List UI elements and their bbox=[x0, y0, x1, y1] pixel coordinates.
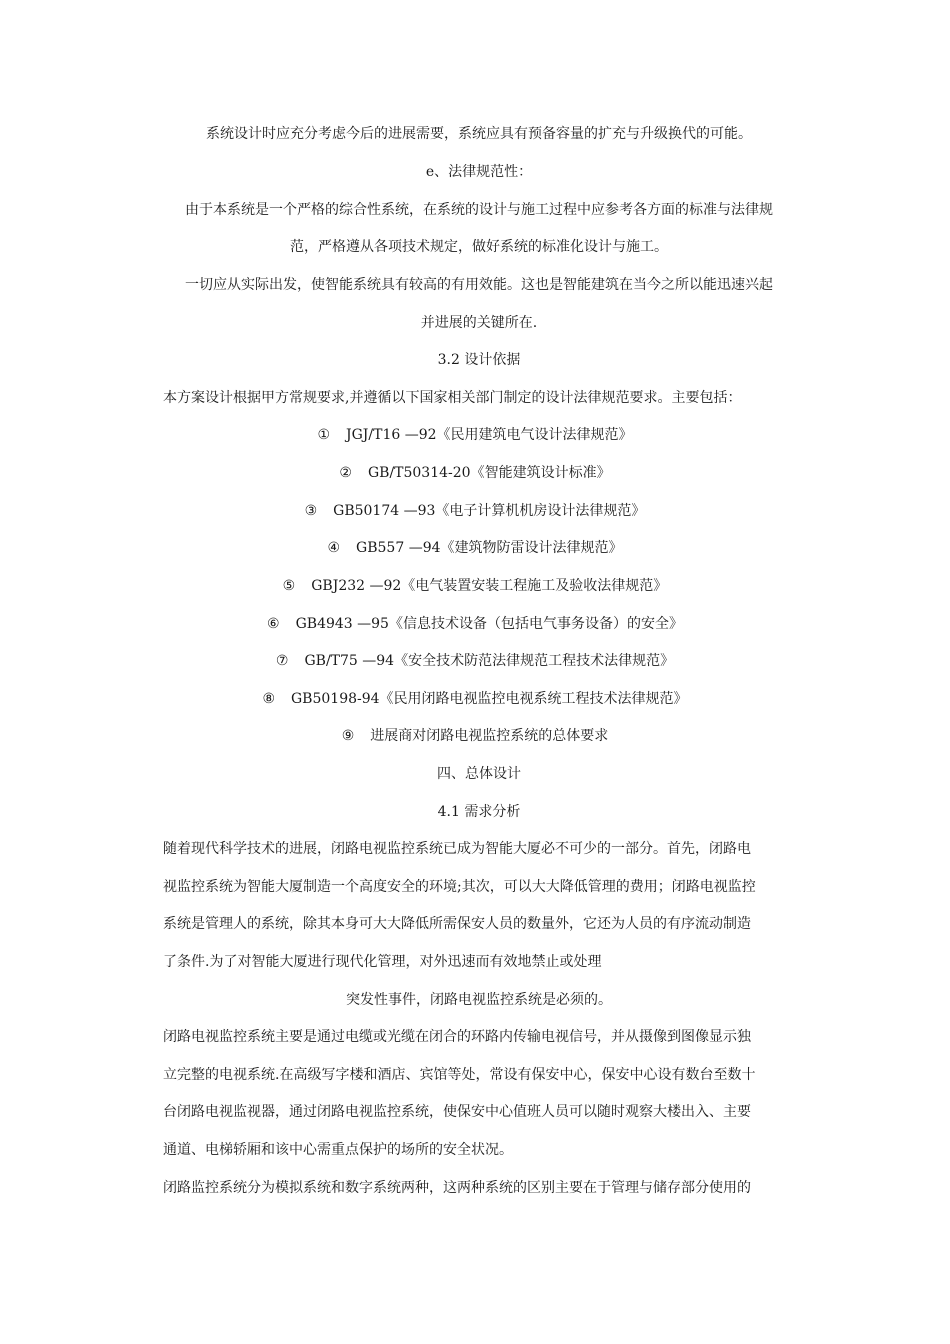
paragraph-text: 视监控系统为智能大厦制造一个高度安全的环境;其次，可以大大降低管理的费用；闭路电视监控 bbox=[163, 879, 756, 895]
reference-text: GB557 —94《建筑物防雷设计法律规范》 bbox=[356, 540, 623, 556]
section-heading-4-1: 4.1 需求分析 bbox=[437, 804, 521, 820]
paragraph-text: 范，严格遵从各项技术规定，做好系统的标准化设计与施工。 bbox=[290, 239, 668, 255]
reference-item bbox=[0, 723, 950, 749]
reference-item bbox=[0, 498, 950, 524]
paragraph-text: 了条件.为了对智能大厦进行现代化管理，对外迅速而有效地禁止或处理 bbox=[163, 954, 602, 970]
paragraph-text: 随着现代科学技术的进展，闭路电视监控系统已成为智能大厦必不可少的一部分。首先，闭路电 bbox=[163, 841, 751, 857]
reference-text: GB/T50314-20《智能建筑设计标准》 bbox=[367, 465, 611, 481]
reference-item bbox=[0, 686, 950, 712]
paragraph-text: 并进展的关键所在. bbox=[420, 315, 538, 331]
section-heading-3-2: 3.2 设计依据 bbox=[437, 352, 521, 368]
paragraph-text: 一切应从实际出发，使智能系统具有较高的有用效能。这也是智能建筑在当今之所以能迅速兴起 bbox=[185, 277, 773, 293]
reference-text: 进展商对闭路电视监控系统的总体要求 bbox=[370, 728, 609, 744]
reference-text: GB50198-94《民用闭路电视监控电视系统工程技术法律规范》 bbox=[291, 691, 688, 707]
reference-item bbox=[0, 573, 950, 599]
reference-number: ⑨ bbox=[341, 728, 355, 744]
paragraph-text: 突发性事件，闭路电视监控系统是必须的。 bbox=[346, 992, 612, 1008]
paragraph-text: 本方案设计根据甲方常规要求,并遵循以下国家相关部门制定的设计法律规范要求。主要包括： bbox=[163, 390, 742, 406]
reference-number: ③ bbox=[304, 503, 318, 519]
chapter-heading: 四、总体设计 bbox=[437, 766, 521, 782]
reference-item bbox=[0, 422, 950, 448]
reference-number: ⑥ bbox=[267, 616, 280, 632]
reference-number: ① bbox=[317, 427, 330, 443]
reference-item bbox=[0, 611, 950, 637]
paragraph-text: 系统是管理人的系统，除其本身可大大降低所需保安人员的数量外，它还为人员的有序流动制造 bbox=[163, 916, 751, 932]
reference-text: JGJ/T16 —92《民用建筑电气设计法律规范》 bbox=[346, 427, 633, 443]
paragraph-text: 闭路电视监控系统主要是通过电缆或光缆在闭合的环路内传输电视信号，并从摄像到图像显示独 bbox=[163, 1029, 751, 1045]
reference-number: ⑧ bbox=[262, 691, 275, 707]
paragraph-text: 通道、电梯轿厢和该中心需重点保护的场所的安全状况。 bbox=[163, 1142, 513, 1158]
paragraph-text: 闭路监控系统分为模拟系统和数字系统两种，这两种系统的区别主要在于管理与储存部分使用的 bbox=[163, 1180, 751, 1196]
reference-text: GBJ232 —92《电气装置安装工程施工及验收法律规范》 bbox=[311, 578, 668, 594]
reference-item bbox=[0, 648, 950, 674]
paragraph-text: 由于本系统是一个严格的综合性系统，在系统的设计与施工过程中应参考各方面的标准与法律规 bbox=[185, 202, 773, 218]
reference-text: GB4943 —95《信息技术设备（包括电气事务设备）的安全》 bbox=[295, 616, 683, 632]
reference-number: ⑦ bbox=[275, 653, 289, 669]
paragraph-text: 立完整的电视系统.在高级写字楼和酒店、宾馆等处，常设有保安中心，保安中心设有数台至数十 bbox=[163, 1067, 756, 1083]
reference-text: GB50174 —93《电子计算机机房设计法律规范》 bbox=[333, 503, 646, 519]
reference-item bbox=[0, 535, 950, 561]
subheading-legal-compliance: e、法律规范性： bbox=[425, 164, 533, 180]
reference-item bbox=[0, 460, 950, 486]
reference-number: ⑤ bbox=[282, 578, 296, 594]
reference-number: ② bbox=[339, 465, 352, 481]
paragraph-text: 台闭路电视监视器，通过闭路电视监控系统，使保安中心值班人员可以随时观察大楼出入、主要 bbox=[163, 1104, 751, 1120]
paragraph-text: 系统设计时应充分考虑今后的进展需要，系统应具有预备容量的扩充与升级换代的可能。 bbox=[206, 126, 752, 142]
reference-number: ④ bbox=[327, 540, 341, 556]
reference-text: GB/T75 —94《安全技术防范法律规范工程技术法律规范》 bbox=[304, 653, 675, 669]
